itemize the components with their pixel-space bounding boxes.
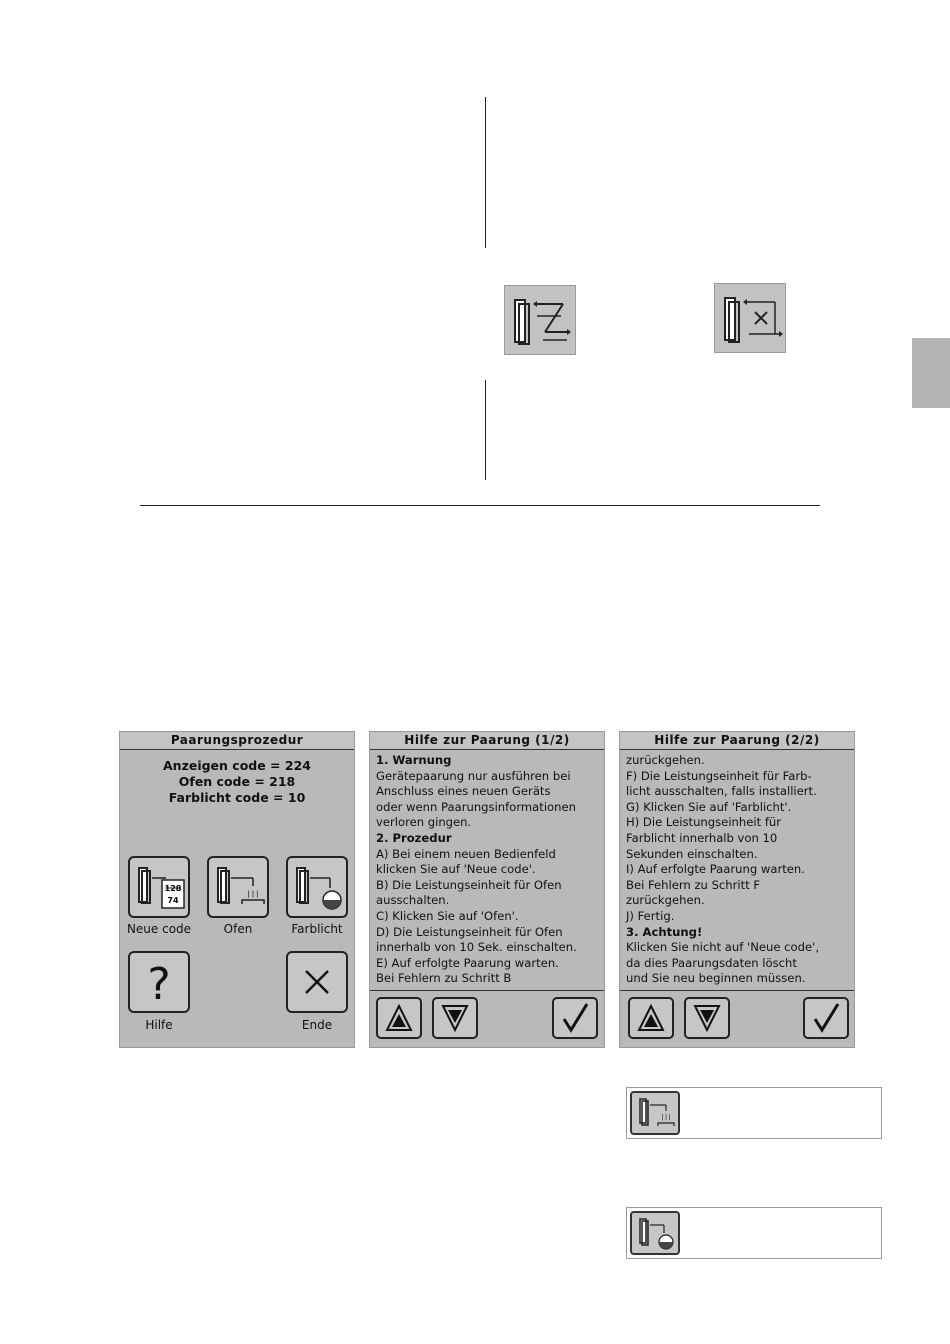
svg-text:|||: |||	[246, 890, 260, 898]
confirm-button[interactable]	[803, 997, 849, 1039]
column-divider-middle	[485, 380, 486, 480]
help-line: 3. Achtung!	[626, 924, 703, 939]
help-line: verloren gingen.	[376, 815, 472, 830]
oven-button[interactable]	[207, 856, 269, 918]
question-icon	[130, 953, 188, 1011]
help-line: H) Die Leistungseinheit für	[626, 815, 782, 830]
help-line: B) Die Leistungseinheit für Ofen	[376, 877, 562, 892]
pairing-procedure-screen	[119, 731, 355, 1048]
new-code-icon	[130, 858, 188, 916]
new-code-label: Neue code	[126, 922, 192, 936]
door-pair-cross-icon	[714, 283, 786, 353]
help-line: E) Auf erfolgte Paarung warten.	[376, 955, 559, 970]
scroll-down-button[interactable]	[432, 997, 478, 1039]
scroll-down-button[interactable]	[684, 997, 730, 1039]
help-line: und Sie neu beginnen müssen.	[626, 971, 806, 986]
help-line: Farblicht innerhalb von 10	[626, 830, 778, 845]
help-line: oder wenn Paarungsinformationen	[376, 799, 576, 814]
color-light-button[interactable]	[286, 856, 348, 918]
oven-icon	[630, 1091, 680, 1135]
scroll-down-icon	[686, 999, 728, 1037]
section-rule	[140, 505, 820, 506]
help-line: Sekunden einschalten.	[626, 846, 758, 861]
help-line: licht ausschalten, falls installiert.	[626, 784, 817, 799]
svg-text:?: ?	[147, 959, 171, 1010]
button-bar	[370, 990, 604, 1047]
help-line: J) Fertig.	[626, 908, 675, 923]
screen-title: Hilfe zur Paarung (1/2)	[370, 732, 604, 750]
oven-label: Ofen	[223, 922, 253, 936]
svg-text:74: 74	[167, 896, 179, 905]
scroll-up-button[interactable]	[376, 997, 422, 1039]
oven-code: Ofen code = 218	[178, 774, 296, 789]
help-line: D) Die Leistungseinheit für Ofen	[376, 924, 563, 939]
help-line: klicken Sie auf 'Neue code'.	[376, 862, 536, 877]
svg-text:|||: |||	[660, 1114, 672, 1121]
help-screen-1	[369, 731, 605, 1048]
help-line: Bei Fehlern zu Schritt F	[626, 877, 761, 892]
button-bar	[620, 990, 854, 1047]
help-line: da dies Paarungsdaten löscht	[626, 955, 797, 970]
confirm-check-icon	[554, 999, 596, 1037]
help-text	[620, 750, 854, 993]
help-line: G) Klicken Sie auf 'Farblicht'.	[626, 799, 792, 814]
help-screen-2	[619, 731, 855, 1048]
end-label: Ende	[301, 1018, 333, 1032]
help-label: Hilfe	[145, 1018, 173, 1032]
help-text	[370, 750, 604, 993]
help-line: C) Klicken Sie auf 'Ofen'.	[376, 908, 519, 923]
close-icon	[288, 953, 346, 1011]
chapter-tab	[912, 338, 950, 408]
help-line: Bei Fehlern zu Schritt B	[376, 971, 512, 986]
end-button[interactable]	[286, 951, 348, 1013]
help-line: F) Die Leistungseinheit für Farb-	[626, 768, 812, 783]
new-code-button[interactable]	[128, 856, 190, 918]
help-line: 1. Warnung	[376, 753, 452, 767]
oven-icon	[209, 858, 267, 916]
help-line: 2. Prozedur	[376, 830, 452, 845]
color-light-label: Farblicht	[291, 922, 343, 936]
help-line: Klicken Sie nicht auf 'Neue code',	[626, 940, 820, 955]
display-code: Anzeigen code = 224	[163, 758, 311, 773]
scroll-up-button[interactable]	[628, 997, 674, 1039]
confirm-button[interactable]	[552, 997, 598, 1039]
help-line: innerhalb von 10 Sek. einschalten.	[376, 940, 577, 955]
svg-text:128: 128	[164, 884, 182, 893]
color-light-code: Farblicht code = 10	[168, 790, 306, 805]
help-line: A) Bei einem neuen Bedienfeld	[376, 846, 556, 861]
scroll-up-icon	[378, 999, 420, 1037]
pairing-codes	[120, 758, 354, 806]
help-line: ausschalten.	[376, 893, 450, 908]
color-light-icon	[630, 1211, 680, 1255]
screen-title: Paarungsprozedur	[120, 732, 354, 750]
help-line: zurückgehen.	[626, 753, 705, 767]
door-pair-arrows-icon	[504, 285, 576, 355]
scroll-up-icon	[630, 999, 672, 1037]
scroll-down-icon	[434, 999, 476, 1037]
help-line: I) Auf erfolgte Paarung warten.	[626, 862, 805, 877]
help-line: Anschluss eines neuen Geräts	[376, 784, 551, 799]
oven-icon-callout	[626, 1087, 882, 1139]
help-line: Gerätepaarung nur ausführen bei	[376, 768, 571, 783]
confirm-check-icon	[805, 999, 847, 1037]
color-light-icon	[288, 858, 346, 916]
column-divider-top	[485, 97, 486, 248]
screen-title: Hilfe zur Paarung (2/2)	[620, 732, 854, 750]
color-light-icon-callout	[626, 1207, 882, 1259]
help-button[interactable]	[128, 951, 190, 1013]
help-line: zurückgehen.	[626, 893, 705, 908]
